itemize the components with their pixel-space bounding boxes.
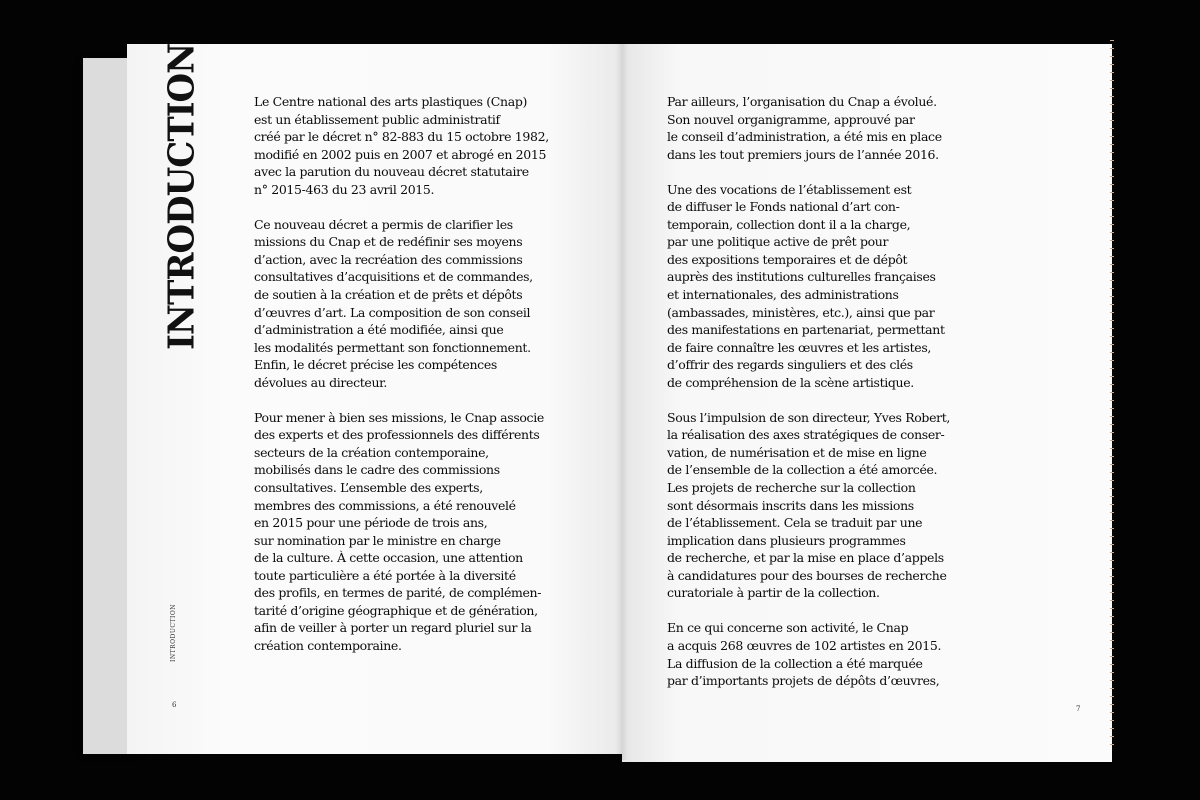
page-edge-ticks — [1110, 40, 1114, 750]
text-line: Par ailleurs, l’organisation du Cnap a évolué. — [667, 94, 937, 109]
text-line: création contemporaine. — [254, 637, 402, 653]
text-line: de diffuser le Fonds national d’art con- — [667, 199, 900, 215]
text-line: Le Centre national des arts plastiques (Cnap) — [254, 94, 528, 109]
book-gutter — [616, 44, 628, 760]
text-line: de soutien à la création et de prêts et dépôts — [254, 287, 523, 303]
paragraph — [667, 409, 997, 602]
text-line: mobilisés dans le cadre des commissions — [254, 462, 500, 478]
text-line: sur nomination par le ministre en charge — [254, 532, 501, 548]
text-line: créé par le décret n° 82-883 du 15 octobre 1982, — [254, 129, 549, 145]
paragraph — [667, 93, 997, 163]
text-line: secteurs de la création contemporaine, — [254, 444, 489, 460]
text-line: En ce qui concerne son activité, le Cnap — [667, 620, 909, 636]
text-line: missions du Cnap et de redéfinir ses moyens — [254, 234, 523, 250]
paragraph — [254, 216, 614, 391]
text-line: dévolues au directeur. — [254, 374, 388, 390]
text-line: de l’établissement. Cela se traduit par une — [667, 515, 923, 531]
text-line: en 2015 pour une période de trois ans, — [254, 515, 488, 531]
text-line: à candidatures pour des bourses de recherche — [667, 567, 947, 583]
text-line: par d’importants projets de dépôts d’œuvres, — [667, 673, 940, 689]
text-line: temporain, collection dont il a la charge, — [667, 216, 911, 232]
text-line: des manifestations en partenariat, permettant — [667, 322, 945, 338]
paragraph-gap — [254, 198, 614, 216]
text-line: de recherche, et par la mise en place d’appels — [667, 550, 944, 566]
text-line: afin de veiller à porter un regard pluriel sur la — [254, 620, 532, 636]
paragraph-gap — [667, 391, 997, 409]
text-line: (ambassades, ministères, etc.), ainsi que par — [667, 304, 935, 320]
text-line: Enfin, le décret précise les compétences — [254, 357, 497, 373]
text-line: et internationales, des administrations — [667, 287, 899, 303]
text-line: curatoriale à partir de la collection. — [667, 585, 880, 601]
text-line: modifié en 2002 puis en 2007 et abrogé en 2015 — [254, 146, 547, 162]
paragraph — [667, 181, 997, 392]
text-line: est un établissement public administratif — [254, 111, 500, 127]
text-line: de l’ensemble de la collection a été amorcée. — [667, 462, 938, 478]
right-text-column — [667, 93, 997, 690]
text-line: a acquis 268 œuvres de 102 artistes en 2015. — [667, 637, 942, 653]
paragraph — [254, 409, 614, 655]
text-line: dans les tout premiers jours de l’année 2016. — [667, 146, 939, 162]
text-line: des experts et des professionnels des différents — [254, 427, 540, 443]
paragraph — [254, 93, 614, 198]
text-line: Pour mener à bien ses missions, le Cnap associe — [254, 409, 544, 425]
text-line: le conseil d’administration, a été mis en place — [667, 129, 942, 145]
page-number-right: 7 — [1076, 705, 1081, 713]
text-line: Son nouvel organigramme, approuvé par — [667, 111, 915, 127]
text-line: La diffusion de la collection a été marquée — [667, 655, 923, 671]
text-line: par une politique active de prêt pour — [667, 234, 889, 250]
text-line: de la culture. À cette occasion, une attention — [254, 550, 523, 566]
paragraph-gap — [254, 391, 614, 409]
section-heading: INTRODUCTION — [160, 43, 203, 350]
running-head: INTRODUCTION — [170, 603, 177, 662]
text-line: Les projets de recherche sur la collection — [667, 480, 916, 496]
text-line: d’action, avec la recréation des commissions — [254, 251, 523, 267]
text-line: sont désormais inscrits dans les missions — [667, 497, 914, 513]
text-line: toute particulière a été portée à la diversité — [254, 567, 516, 583]
text-line: avec la parution du nouveau décret statutaire — [254, 164, 529, 180]
text-line: des expositions temporaires et de dépôt — [667, 251, 908, 267]
text-line: d’œuvres d’art. La composition de son conseil — [254, 304, 531, 320]
left-text-column — [254, 93, 614, 655]
text-line: implication dans plusieurs programmes — [667, 532, 906, 548]
text-line: auprès des institutions culturelles françaises — [667, 269, 936, 285]
text-line: de compréhension de la scène artistique. — [667, 374, 914, 390]
paragraph — [667, 619, 997, 689]
text-line: Sous l’impulsion de son directeur, Yves Robert, — [667, 409, 951, 425]
text-line: des profils, en termes de parité, de complémen- — [254, 585, 542, 601]
page-number-left: 6 — [172, 701, 177, 709]
text-line: Ce nouveau décret a permis de clarifier les — [254, 216, 513, 232]
text-line: Une des vocations de l’établissement est — [667, 181, 912, 197]
text-line: consultatives. L’ensemble des experts, — [254, 480, 483, 496]
paragraph-gap — [667, 163, 997, 181]
text-line: tarité d’origine géographique et de génération, — [254, 602, 538, 618]
text-line: n° 2015-463 du 23 avril 2015. — [254, 181, 435, 197]
text-line: vation, de numérisation et de mise en ligne — [667, 444, 927, 460]
text-line: d’administration a été modifiée, ainsi que — [254, 322, 504, 338]
text-line: de faire connaître les œuvres et les artistes, — [667, 339, 932, 355]
text-line: consultatives d’acquisitions et de commandes, — [254, 269, 533, 285]
paragraph-gap — [667, 602, 997, 620]
text-line: membres des commissions, a été renouvelé — [254, 497, 516, 513]
text-line: d’offrir des regards singuliers et des clés — [667, 357, 913, 373]
text-line: les modalités permettant son fonctionnement. — [254, 339, 531, 355]
text-line: la réalisation des axes stratégiques de conser- — [667, 427, 945, 443]
